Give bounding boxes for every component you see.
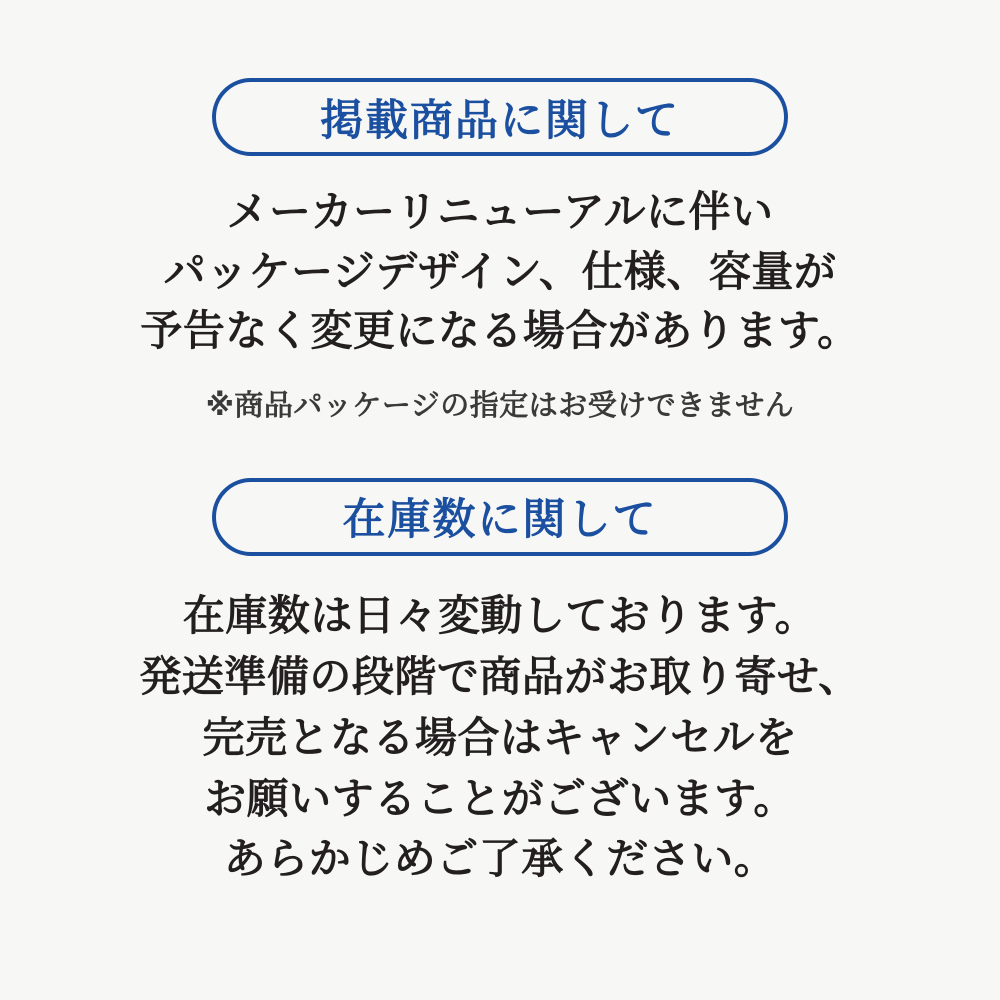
- stock-body-line-4: お願いすることがございます。: [204, 774, 796, 822]
- products-note: ※商品パッケージの指定はお受けできません: [205, 389, 795, 422]
- stock-body: [139, 586, 860, 890]
- stock-body-line-2: 発送準備の段階で商品がお取り寄せ、: [139, 652, 861, 700]
- stock-body-line-5: あらかじめご了承ください。: [223, 835, 777, 883]
- products-body: [140, 182, 859, 361]
- products-body-line-1: メーカーリニューアルに伴い: [226, 188, 774, 235]
- stock-body-line-3: 完売となる場合はキャンセルを: [202, 713, 798, 761]
- products-body-line-3: 予告なく変更になる場合があります。: [140, 307, 860, 355]
- stock-body-line-1: 在庫数は日々変動しております。: [182, 591, 818, 639]
- section-heading-stock: 在庫数に関して: [212, 478, 788, 556]
- products-body-line-2: パッケージデザイン、仕様、容量が: [163, 247, 837, 295]
- section-heading-products: 掲載商品に関して: [212, 78, 788, 156]
